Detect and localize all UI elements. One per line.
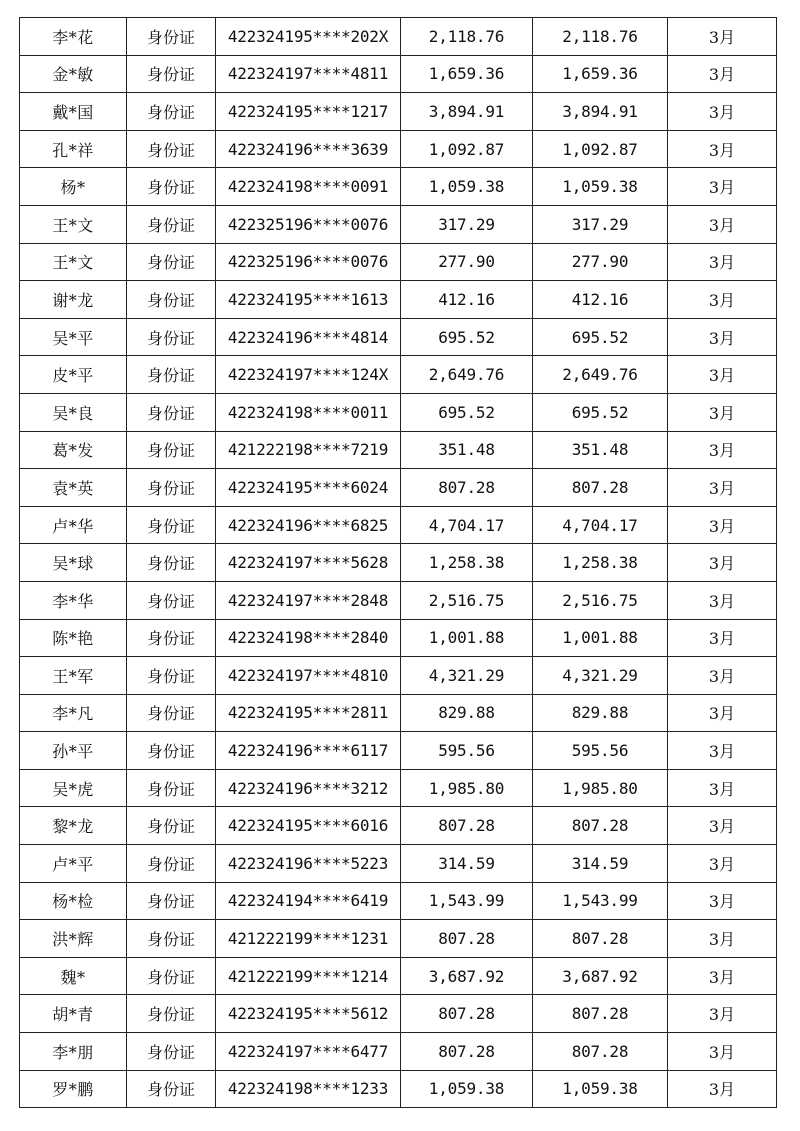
table-row [20,18,777,56]
table-row [20,1033,777,1071]
id-type-cell: 身份证 [127,882,216,920]
name-cell: 李*花 [20,18,127,56]
table-row [20,581,777,619]
amount-a-cell: 3,687.92 [401,957,533,995]
name-cell: 吴*良 [20,393,127,431]
amount-b-cell: 3,687.92 [533,957,668,995]
month-cell: 3月 [668,995,777,1033]
id-type-cell: 身份证 [127,957,216,995]
table-row [20,732,777,770]
month-cell: 3月 [668,769,777,807]
amount-a-cell: 1,001.88 [401,619,533,657]
name-cell: 李*华 [20,581,127,619]
table-row [20,544,777,582]
amount-b-cell: 829.88 [533,694,668,732]
amount-a-cell: 351.48 [401,431,533,469]
table-row [20,55,777,93]
name-cell: 胡*青 [20,995,127,1033]
name-cell: 皮*平 [20,356,127,394]
id-number-cell: 422324197****124X [216,356,401,394]
name-cell: 吴*平 [20,318,127,356]
name-cell: 孔*祥 [20,130,127,168]
id-type-cell: 身份证 [127,1033,216,1071]
id-type-cell: 身份证 [127,581,216,619]
id-number-cell: 422324195****2811 [216,694,401,732]
id-number-cell: 422324198****2840 [216,619,401,657]
id-number-cell: 422325196****0076 [216,205,401,243]
table-row [20,657,777,695]
amount-a-cell: 1,659.36 [401,55,533,93]
id-type-cell: 身份证 [127,130,216,168]
amount-b-cell: 1,659.36 [533,55,668,93]
id-number-cell: 422324196****6825 [216,506,401,544]
table-row [20,957,777,995]
amount-b-cell: 695.52 [533,318,668,356]
name-cell: 魏* [20,957,127,995]
month-cell: 3月 [668,732,777,770]
amount-b-cell: 4,321.29 [533,657,668,695]
amount-a-cell: 829.88 [401,694,533,732]
amount-b-cell: 1,059.38 [533,168,668,206]
amount-b-cell: 695.52 [533,393,668,431]
amount-a-cell: 412.16 [401,281,533,319]
amount-b-cell: 1,985.80 [533,769,668,807]
amount-a-cell: 2,118.76 [401,18,533,56]
id-type-cell: 身份证 [127,18,216,56]
amount-a-cell: 1,543.99 [401,882,533,920]
id-number-cell: 422324195****6016 [216,807,401,845]
amount-b-cell: 807.28 [533,469,668,507]
amount-a-cell: 1,092.87 [401,130,533,168]
amount-a-cell: 2,516.75 [401,581,533,619]
month-cell: 3月 [668,1070,777,1108]
id-number-cell: 422324195****6024 [216,469,401,507]
id-number-cell: 422325196****0076 [216,243,401,281]
id-type-cell: 身份证 [127,281,216,319]
amount-b-cell: 351.48 [533,431,668,469]
table-row [20,431,777,469]
table-row [20,694,777,732]
amount-b-cell: 314.59 [533,845,668,883]
amount-b-cell: 2,649.76 [533,356,668,394]
month-cell: 3月 [668,168,777,206]
id-type-cell: 身份证 [127,694,216,732]
id-number-cell: 422324195****202X [216,18,401,56]
id-number-cell: 422324198****1233 [216,1070,401,1108]
table-row [20,205,777,243]
amount-a-cell: 807.28 [401,1033,533,1071]
amount-b-cell: 807.28 [533,807,668,845]
month-cell: 3月 [668,1033,777,1071]
amount-a-cell: 807.28 [401,807,533,845]
id-number-cell: 421222199****1214 [216,957,401,995]
table-row [20,318,777,356]
month-cell: 3月 [668,957,777,995]
table-row [20,506,777,544]
id-type-cell: 身份证 [127,205,216,243]
id-type-cell: 身份证 [127,845,216,883]
amount-b-cell: 317.29 [533,205,668,243]
table-row [20,995,777,1033]
id-number-cell: 422324197****2848 [216,581,401,619]
id-type-cell: 身份证 [127,356,216,394]
payment-table [19,17,777,1108]
amount-b-cell: 1,092.87 [533,130,668,168]
id-type-cell: 身份证 [127,469,216,507]
name-cell: 陈*艳 [20,619,127,657]
amount-a-cell: 1,059.38 [401,1070,533,1108]
month-cell: 3月 [668,431,777,469]
name-cell: 罗*鹏 [20,1070,127,1108]
name-cell: 杨*检 [20,882,127,920]
table-row [20,845,777,883]
table-row [20,356,777,394]
month-cell: 3月 [668,581,777,619]
amount-b-cell: 4,704.17 [533,506,668,544]
amount-a-cell: 807.28 [401,469,533,507]
amount-b-cell: 807.28 [533,920,668,958]
id-type-cell: 身份证 [127,544,216,582]
amount-b-cell: 807.28 [533,1033,668,1071]
table-row [20,393,777,431]
amount-a-cell: 695.52 [401,393,533,431]
table-row [20,93,777,131]
month-cell: 3月 [668,18,777,56]
amount-a-cell: 695.52 [401,318,533,356]
id-type-cell: 身份证 [127,769,216,807]
amount-b-cell: 2,516.75 [533,581,668,619]
month-cell: 3月 [668,845,777,883]
month-cell: 3月 [668,882,777,920]
month-cell: 3月 [668,920,777,958]
month-cell: 3月 [668,281,777,319]
name-cell: 吴*球 [20,544,127,582]
amount-a-cell: 4,321.29 [401,657,533,695]
id-number-cell: 421222198****7219 [216,431,401,469]
month-cell: 3月 [668,469,777,507]
id-type-cell: 身份证 [127,657,216,695]
id-number-cell: 422324195****5612 [216,995,401,1033]
table-row [20,619,777,657]
id-number-cell: 422324196****6117 [216,732,401,770]
month-cell: 3月 [668,393,777,431]
name-cell: 金*敏 [20,55,127,93]
name-cell: 葛*发 [20,431,127,469]
month-cell: 3月 [668,130,777,168]
id-type-cell: 身份证 [127,55,216,93]
table-row [20,168,777,206]
id-number-cell: 422324197****6477 [216,1033,401,1071]
amount-b-cell: 595.56 [533,732,668,770]
id-number-cell: 422324197****4811 [216,55,401,93]
table-row [20,130,777,168]
name-cell: 王*文 [20,243,127,281]
month-cell: 3月 [668,243,777,281]
month-cell: 3月 [668,619,777,657]
id-type-cell: 身份证 [127,807,216,845]
table-row [20,281,777,319]
id-number-cell: 422324195****1613 [216,281,401,319]
table-row [20,807,777,845]
id-type-cell: 身份证 [127,506,216,544]
amount-a-cell: 317.29 [401,205,533,243]
table-row [20,243,777,281]
amount-a-cell: 595.56 [401,732,533,770]
amount-b-cell: 1,001.88 [533,619,668,657]
month-cell: 3月 [668,506,777,544]
amount-a-cell: 1,985.80 [401,769,533,807]
id-number-cell: 422324196****4814 [216,318,401,356]
amount-a-cell: 1,258.38 [401,544,533,582]
id-number-cell: 422324198****0011 [216,393,401,431]
id-number-cell: 422324196****3212 [216,769,401,807]
id-number-cell: 422324196****3639 [216,130,401,168]
amount-b-cell: 2,118.76 [533,18,668,56]
name-cell: 王*军 [20,657,127,695]
name-cell: 卢*华 [20,506,127,544]
id-number-cell: 422324194****6419 [216,882,401,920]
month-cell: 3月 [668,807,777,845]
name-cell: 戴*国 [20,93,127,131]
amount-b-cell: 412.16 [533,281,668,319]
id-number-cell: 422324196****5223 [216,845,401,883]
table-row [20,920,777,958]
id-number-cell: 422324195****1217 [216,93,401,131]
name-cell: 李*凡 [20,694,127,732]
amount-b-cell: 1,543.99 [533,882,668,920]
month-cell: 3月 [668,93,777,131]
month-cell: 3月 [668,318,777,356]
id-type-cell: 身份证 [127,168,216,206]
table-row [20,469,777,507]
id-type-cell: 身份证 [127,318,216,356]
name-cell: 卢*平 [20,845,127,883]
month-cell: 3月 [668,205,777,243]
month-cell: 3月 [668,55,777,93]
name-cell: 王*文 [20,205,127,243]
amount-b-cell: 277.90 [533,243,668,281]
amount-b-cell: 3,894.91 [533,93,668,131]
name-cell: 黎*龙 [20,807,127,845]
amount-b-cell: 1,059.38 [533,1070,668,1108]
id-type-cell: 身份证 [127,920,216,958]
id-type-cell: 身份证 [127,93,216,131]
amount-b-cell: 807.28 [533,995,668,1033]
id-type-cell: 身份证 [127,243,216,281]
name-cell: 谢*龙 [20,281,127,319]
id-number-cell: 422324197****4810 [216,657,401,695]
id-type-cell: 身份证 [127,431,216,469]
name-cell: 洪*辉 [20,920,127,958]
month-cell: 3月 [668,657,777,695]
id-type-cell: 身份证 [127,619,216,657]
table-body [20,18,777,1108]
amount-a-cell: 4,704.17 [401,506,533,544]
table-row [20,1070,777,1108]
id-number-cell: 422324197****5628 [216,544,401,582]
amount-a-cell: 3,894.91 [401,93,533,131]
id-type-cell: 身份证 [127,995,216,1033]
amount-a-cell: 314.59 [401,845,533,883]
id-type-cell: 身份证 [127,393,216,431]
table-row [20,769,777,807]
amount-a-cell: 1,059.38 [401,168,533,206]
amount-a-cell: 2,649.76 [401,356,533,394]
id-type-cell: 身份证 [127,732,216,770]
id-type-cell: 身份证 [127,1070,216,1108]
amount-a-cell: 807.28 [401,995,533,1033]
name-cell: 孙*平 [20,732,127,770]
amount-a-cell: 807.28 [401,920,533,958]
month-cell: 3月 [668,544,777,582]
name-cell: 李*朋 [20,1033,127,1071]
amount-b-cell: 1,258.38 [533,544,668,582]
month-cell: 3月 [668,694,777,732]
name-cell: 袁*英 [20,469,127,507]
table-row [20,882,777,920]
id-number-cell: 421222199****1231 [216,920,401,958]
id-number-cell: 422324198****0091 [216,168,401,206]
amount-a-cell: 277.90 [401,243,533,281]
name-cell: 吴*虎 [20,769,127,807]
name-cell: 杨* [20,168,127,206]
month-cell: 3月 [668,356,777,394]
